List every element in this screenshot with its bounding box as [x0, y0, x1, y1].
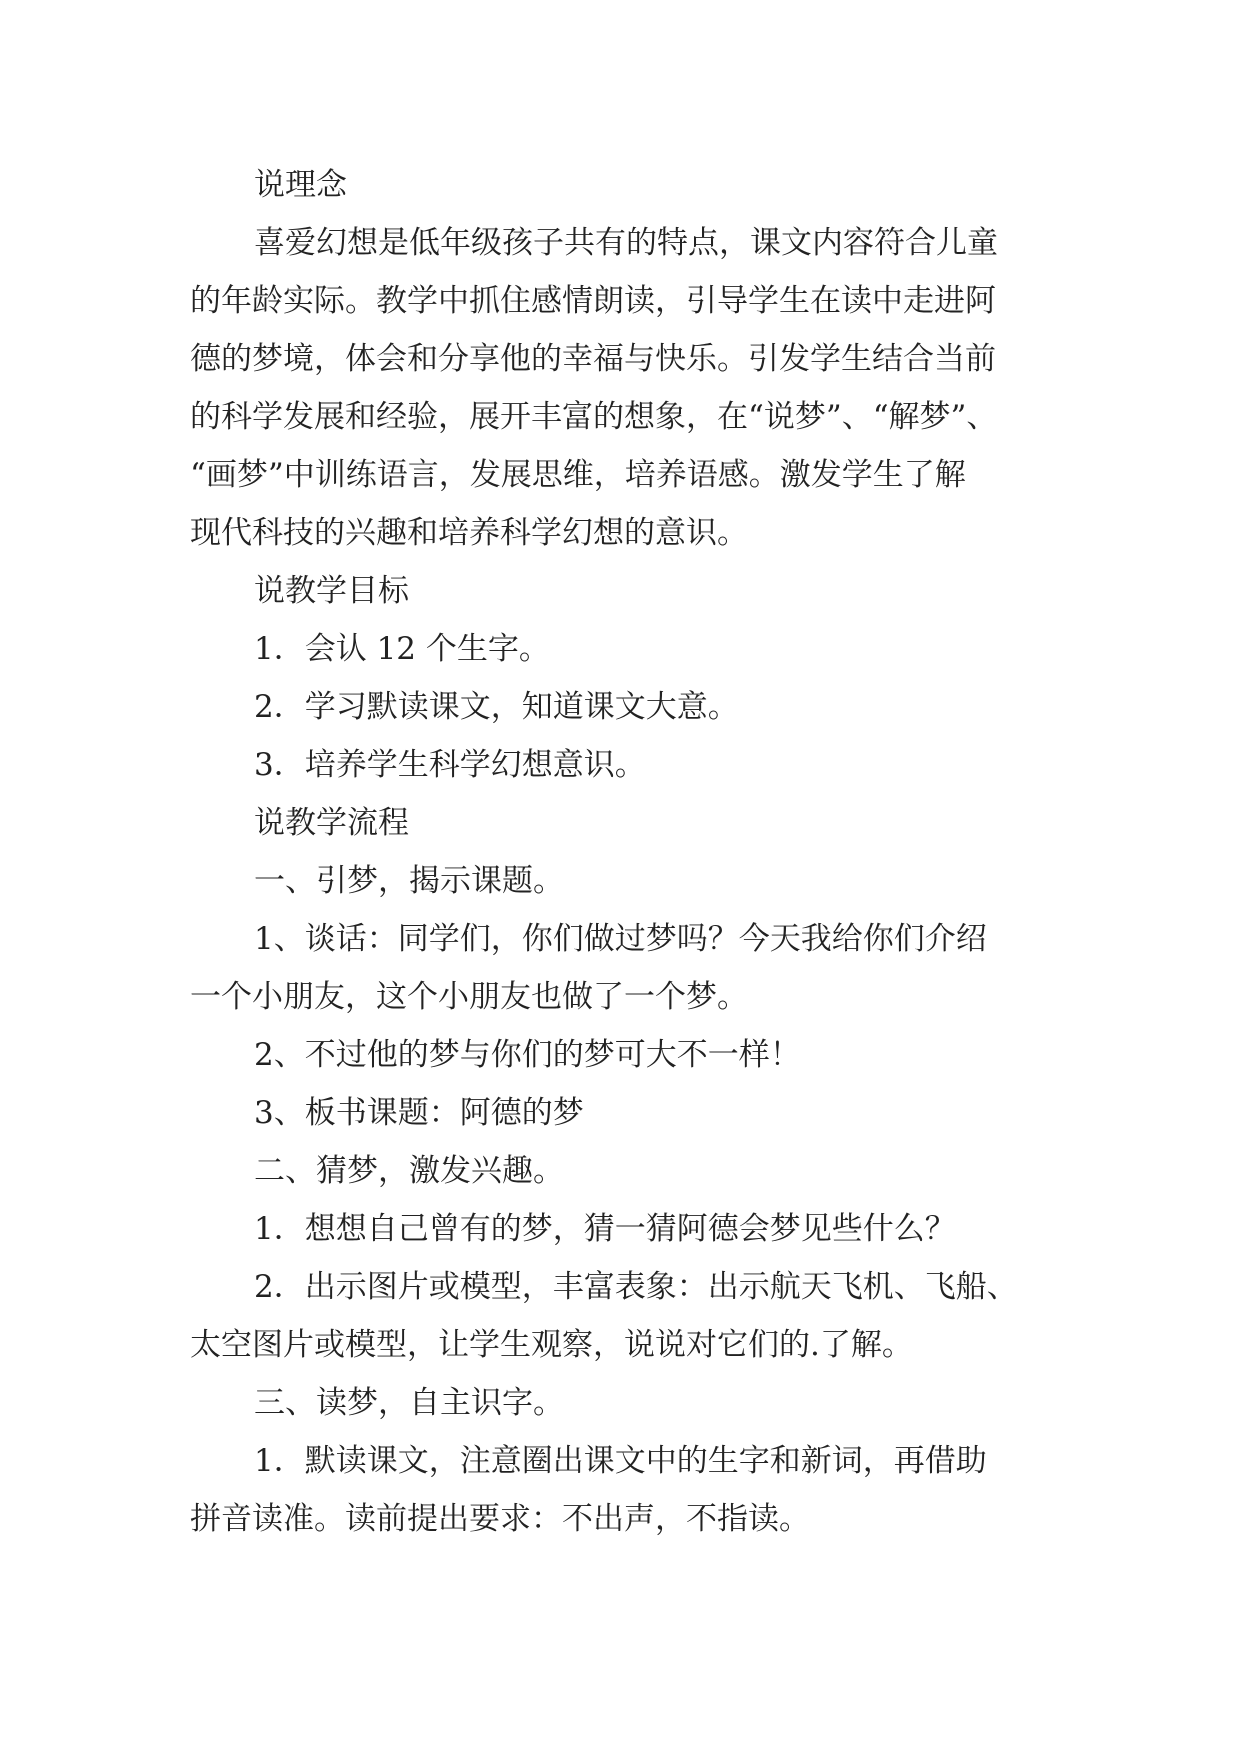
text-line: 说教学目标 — [254, 573, 409, 609]
text-line: 2．出示图片或模型，丰富表象：出示航天飞机、飞船、 — [254, 1269, 1018, 1305]
heading-objectives — [190, 562, 1081, 620]
heading-philosophy — [190, 156, 1081, 214]
text-line: 一、引梦，揭示课题。 — [254, 863, 564, 899]
step-item — [190, 910, 1081, 1026]
text-line: 的科学发展和经验，展开丰富的想象，在“说梦”、“解梦”、 — [190, 399, 998, 435]
text-line: 1．默读课文，注意圈出课文中的生字和新词，再借助 — [254, 1443, 987, 1479]
objective-item — [190, 736, 1081, 794]
text-line: 1．会认 12 个生字。 — [254, 631, 550, 667]
text-line: 德的梦境，体会和分享他的幸福与快乐。引发学生结合当前 — [190, 341, 996, 377]
text-line: 2．学习默读课文，知道课文大意。 — [254, 689, 739, 725]
text-line: 的年龄实际。教学中抓住感情朗读，引导学生在读中走进阿 — [190, 283, 996, 319]
text-line: 2、不过他的梦与你们的梦可大不一样！ — [254, 1037, 801, 1073]
text-line: 说理念 — [254, 167, 347, 203]
objective-item — [190, 678, 1081, 736]
text-line: 1．想想自己曾有的梦，猜一猜阿德会梦见些什么？ — [254, 1211, 956, 1247]
step-heading — [190, 1374, 1081, 1432]
step-heading — [190, 1142, 1081, 1200]
heading-procedure — [190, 794, 1081, 852]
text-line: 3、板书课题：阿德的梦 — [254, 1095, 584, 1131]
step-heading — [190, 852, 1081, 910]
text-line: 3．培养学生科学幻想意识。 — [254, 747, 646, 783]
text-line: 二、猜梦，激发兴趣。 — [254, 1153, 564, 1189]
text-line: 现代科技的兴趣和培养科学幻想的意识。 — [190, 515, 748, 551]
text-line: “画梦”中训练语言，发展思维，培养语感。激发学生了解 — [190, 457, 966, 493]
step-item — [190, 1258, 1081, 1374]
text-line: 一个小朋友，这个小朋友也做了一个梦。 — [190, 979, 748, 1015]
text-line: 喜爱幻想是低年级孩子共有的特点，课文内容符合儿童 — [254, 225, 998, 261]
text-line: 拼音读准。读前提出要求：不出声，不指读。 — [190, 1501, 810, 1537]
text-line: 三、读梦，自主识字。 — [254, 1385, 564, 1421]
text-line: 1、谈话：同学们，你们做过梦吗？今天我给你们介绍 — [254, 921, 987, 957]
text-line: 说教学流程 — [254, 805, 409, 841]
paragraph-philosophy — [190, 214, 1081, 562]
step-item — [190, 1432, 1081, 1548]
text-line: 太空图片或模型，让学生观察，说说对它们的.了解。 — [190, 1327, 913, 1363]
step-item — [190, 1026, 1081, 1084]
step-item — [190, 1200, 1081, 1258]
step-item — [190, 1084, 1081, 1142]
objective-item — [190, 620, 1081, 678]
